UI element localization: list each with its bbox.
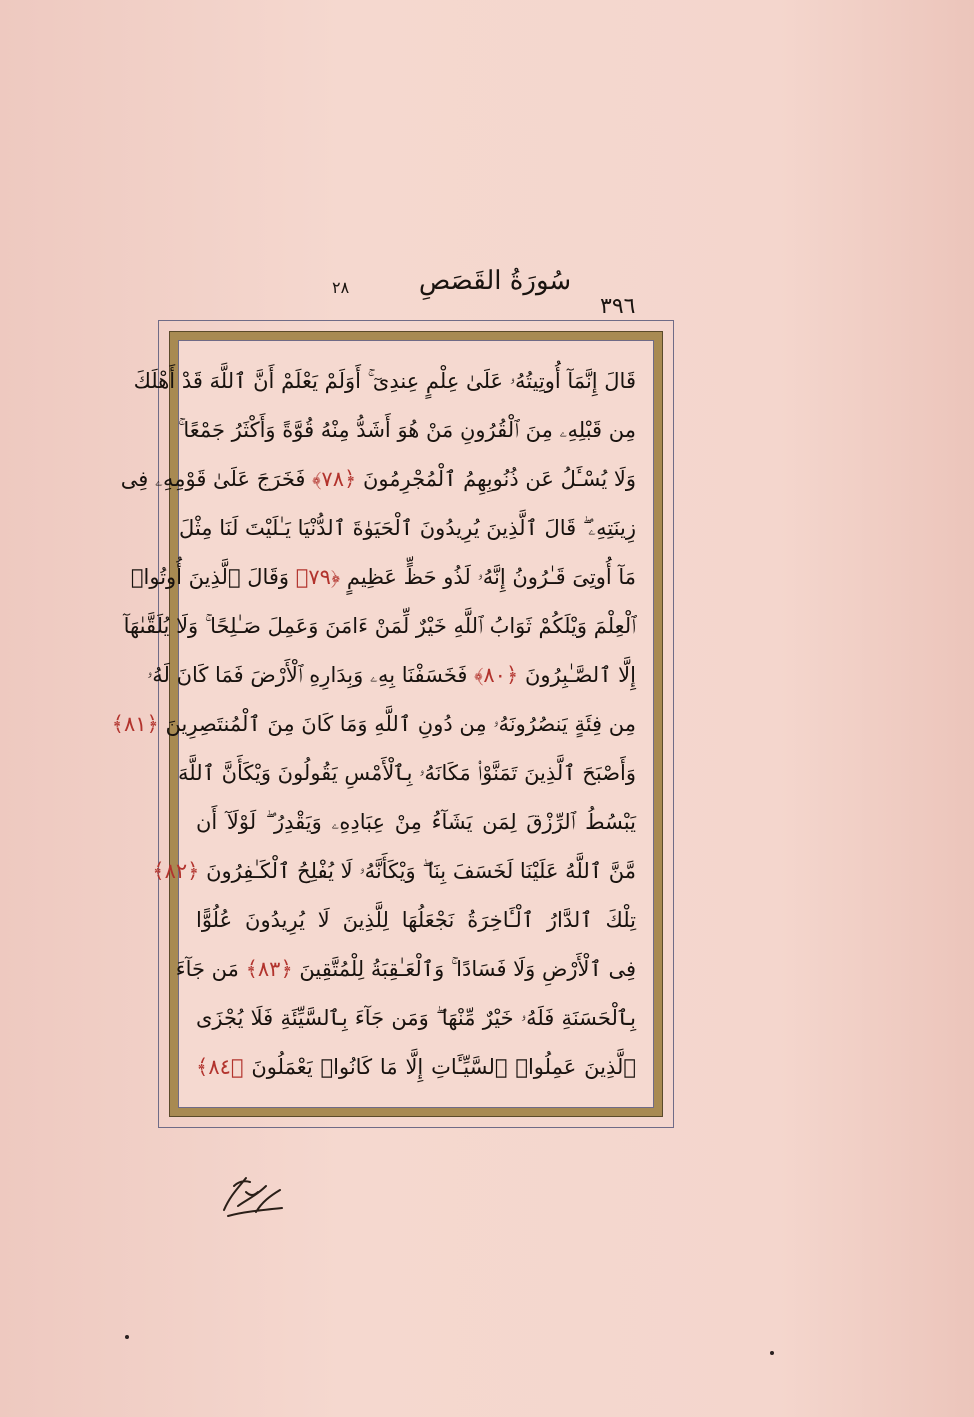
ayah-marker: ﴿٨٢﴾	[152, 859, 200, 883]
ayah-marker: ﴿٧٨﴾	[312, 467, 357, 491]
text-line-6: ٱلْعِلْمَ وَيْلَكُمْ ثَوَابُ ٱللَّهِ خَيْرٌ لِّمَنْ ءَامَنَ وَعَمِلَ صَـٰلِحًا ۚ وَلَا يُلَقَّىٰهَآ	[123, 614, 636, 638]
text-line-11: مَّنَّ ٱللَّهُ عَلَيْنَا لَخَسَفَ بِنَا ۖ وَيْكَأَنَّهُۥ لَا يُفْلِحُ ٱلْكَـٰفِرُونَ ﴿٨٢﴾	[152, 859, 636, 883]
text-line-2: مِن قَبْلِهِۦ مِنَ ٱلْقُرُونِ مَنْ هُوَ أَشَدُّ مِنْهُ قُوَّةً وَأَكْثَرُ جَمْعًا ۚ	[178, 418, 636, 442]
calligrapher-signature-icon	[216, 1166, 288, 1222]
text-line-10: يَبْسُطُ ٱلرِّزْقَ لِمَن يَشَآءُ مِنْ عِبَادِهِۦ وَيَقْدِرُ ۖ لَوْلَآ أَن	[196, 810, 636, 834]
text-line-8: مِن فِئَةٍ يَنصُرُونَهُۥ مِن دُونِ ٱللَّهِ وَمَا كَانَ مِنَ ٱلْمُنتَصِرِينَ ﴿٨١﴾	[111, 712, 636, 736]
text-line-1: قَالَ إِنَّمَآ أُوتِيتُهُۥ عَلَىٰ عِلْمٍ عِندِىٓ ۚ أَوَلَمْ يَعْلَمْ أَنَّ ٱللَّهَ قَدْ أَهْلَكَ	[133, 369, 636, 393]
text-line-13: فِى ٱلْأَرْضِ وَلَا فَسَادًا ۚ وَٱلْعَـٰقِبَةُ لِلْمُتَّقِينَ ﴿٨٣﴾ مَن جَآءَ	[175, 957, 636, 981]
ayah-marker: ﴿٨٠﴾	[474, 663, 519, 687]
quran-text-block	[111, 358, 636, 1098]
ayah-marker: ﴿٧٩﴾	[295, 565, 341, 589]
text-line-5: مَآ أُوتِىَ قَـٰرُونُ إِنَّهُۥ لَذُو حَظٍّ عَظِيمٍ ﴿٧٩﴾ وَقَالَ ٱلَّذِينَ أُوتُوا۟	[130, 565, 636, 589]
paper-speck	[125, 1335, 129, 1339]
page-number: ٣٩٦	[600, 294, 636, 319]
text-line-4: زِينَتِهِۦ ۖ قَالَ ٱلَّذِينَ يُرِيدُونَ ٱلْحَيَوٰةَ ٱلدُّنْيَا يَـٰلَيْتَ لَنَا مِثْلَ	[179, 516, 636, 540]
text-line-3: وَلَا يُسْـَٔلُ عَن ذُنُوبِهِمُ ٱلْمُجْرِمُونَ ﴿٧٨﴾ فَخَرَجَ عَلَىٰ قَوْمِهِۦ فِى	[120, 467, 636, 491]
ayah-marker: ﴿٨١﴾	[111, 712, 159, 736]
text-line-15: ٱلَّذِينَ عَمِلُوا۟ ٱلسَّيِّـَٔاتِ إِلَّا مَا كَانُوا۟ يَعْمَلُونَ ﴿٨٤﴾	[196, 1055, 636, 1079]
ayah-marker: ﴿٨٣﴾	[245, 957, 293, 981]
text-line-14: بِٱلْحَسَنَةِ فَلَهُۥ خَيْرٌ مِّنْهَا ۖ وَمَن جَآءَ بِٱلسَّيِّئَةِ فَلَا يُجْزَى	[196, 1006, 636, 1030]
surah-title: سُورَةُ القَصَصِ	[418, 266, 572, 296]
surah-number: ٢٨	[332, 278, 350, 297]
paper-speck	[770, 1351, 774, 1355]
text-line-7: إِلَّا ٱلصَّـٰبِرُونَ ﴿٨٠﴾ فَخَسَفْنَا بِهِۦ وَبِدَارِهِ ٱلْأَرْضَ فَمَا كَانَ لَهُۥ	[146, 663, 636, 687]
ayah-marker: ﴿٨٤﴾	[196, 1055, 244, 1079]
text-line-12: تِلْكَ ٱلدَّارُ ٱلْـَٔاخِرَةُ نَجْعَلُهَا لِلَّذِينَ لَا يُرِيدُونَ عُلُوًّا	[196, 908, 636, 932]
text-line-9: وَأَصْبَحَ ٱلَّذِينَ تَمَنَّوْا۟ مَكَانَهُۥ بِٱلْأَمْسِ يَقُولُونَ وَيْكَأَنَّ ٱللَّهَ	[177, 761, 636, 785]
